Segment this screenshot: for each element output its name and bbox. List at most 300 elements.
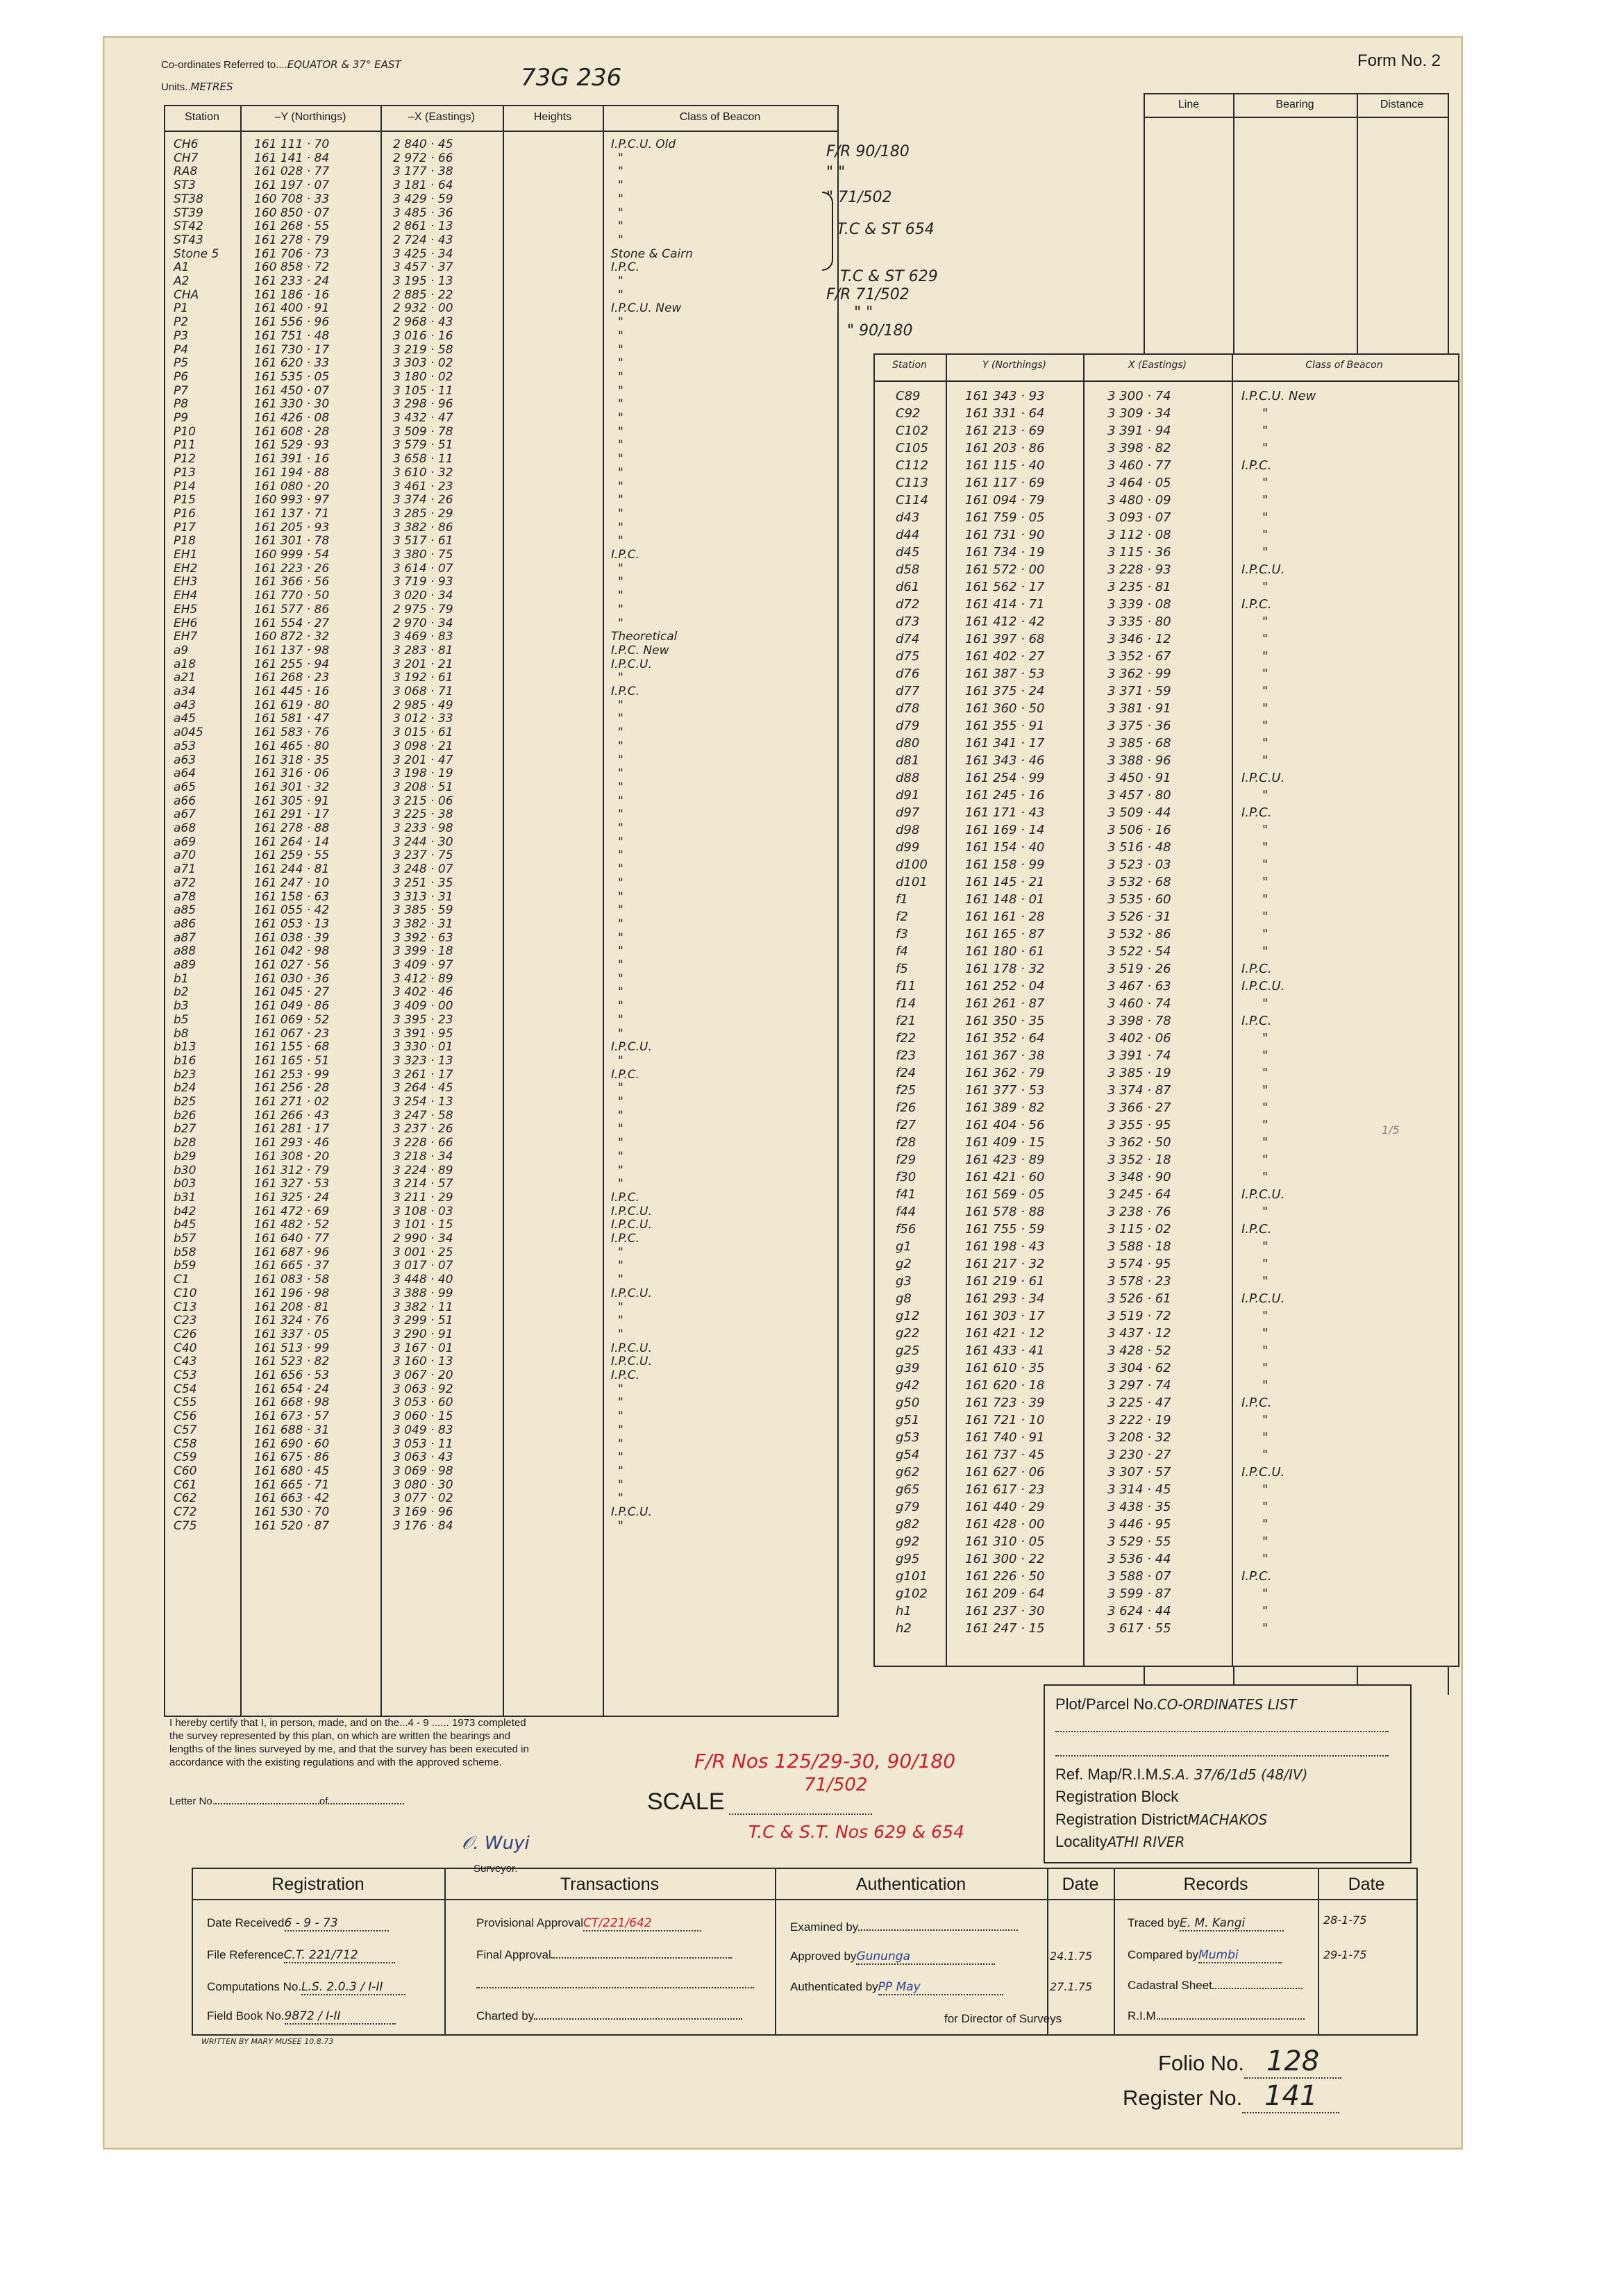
station-cell: f3 — [896, 927, 908, 941]
easting-cell: 3 245 · 64 — [1107, 1187, 1171, 1202]
left-col-header: Class of Beacon — [679, 111, 761, 123]
easting-cell: 3 219 · 58 — [393, 342, 453, 357]
easting-cell: 3 300 · 74 — [1107, 389, 1171, 403]
beacon-class-cell: " — [1262, 649, 1269, 664]
cadastral-label: Cadastral Sheet — [1128, 1979, 1212, 1992]
northing-cell: 161 158 · 63 — [254, 889, 330, 904]
northing-cell: 161 030 · 36 — [254, 971, 330, 986]
easting-cell: 3 450 · 91 — [1107, 771, 1171, 785]
beacon-class-cell: " — [1262, 892, 1269, 907]
date-header: Date — [1062, 1875, 1099, 1894]
beacon-class-cell: " — [1262, 1309, 1269, 1323]
records-header: Records — [1183, 1875, 1248, 1894]
northing-cell: 161 731 · 90 — [965, 528, 1045, 542]
easting-cell: 3 218 · 34 — [393, 1149, 453, 1164]
beacon-class-cell: " — [618, 875, 623, 890]
field-book-value: 9872 / I-II — [285, 2009, 396, 2025]
beacon-class-cell: " — [618, 944, 623, 959]
field-book-label: Field Book No. — [207, 2009, 285, 2022]
easting-cell: 3 077 · 02 — [393, 1491, 453, 1506]
easting-cell: 3 388 · 99 — [393, 1286, 453, 1300]
beacon-class-cell: " — [618, 835, 623, 849]
beacon-class-cell: " — [1262, 667, 1269, 681]
northing-cell: 161 083 · 58 — [254, 1273, 330, 1287]
easting-cell: 3 068 · 71 — [393, 685, 453, 698]
station-cell: d73 — [896, 614, 920, 629]
station-cell: b23 — [174, 1067, 196, 1082]
easting-cell: 3 428 · 52 — [1107, 1343, 1171, 1358]
beacon-class-cell: " — [1262, 927, 1269, 941]
northing-cell: 161 255 · 94 — [254, 657, 330, 671]
station-cell: C1 — [174, 1273, 190, 1287]
beacon-class-cell: " — [618, 356, 623, 371]
surveyor-signature: 𝒪. Wuyi — [462, 1833, 530, 1854]
beacon-class-cell: " — [1262, 632, 1269, 646]
easting-cell: 3 610 · 32 — [393, 465, 453, 480]
beacon-class-cell: " — [618, 602, 623, 617]
beacon-class-cell: " — [1262, 545, 1269, 560]
easting-cell: 3 167 · 01 — [393, 1341, 453, 1355]
easting-cell: 3 049 · 83 — [393, 1423, 453, 1437]
northing-cell: 161 421 · 12 — [965, 1326, 1045, 1341]
easting-cell: 3 020 · 34 — [393, 589, 453, 603]
station-cell: d81 — [896, 753, 920, 768]
date-received-value: 6 - 9 - 73 — [285, 1916, 389, 1932]
beacon-class-cell: " — [618, 397, 623, 412]
northing-cell: 161 268 · 55 — [254, 219, 330, 234]
station-cell: b24 — [174, 1081, 196, 1096]
northing-cell: 161 080 · 20 — [254, 479, 330, 494]
station-cell: g2 — [896, 1257, 912, 1271]
easting-cell: 3 517 · 61 — [393, 534, 453, 548]
station-cell: f1 — [896, 892, 908, 907]
beacon-class-cell: " — [618, 1518, 623, 1533]
northing-cell: 161 737 · 45 — [965, 1448, 1045, 1462]
easting-cell: 3 509 · 78 — [393, 424, 453, 439]
northing-cell: 161 194 · 88 — [254, 465, 330, 480]
station-cell: a34 — [174, 685, 196, 698]
beacon-class-cell: " — [1262, 1239, 1269, 1254]
beacon-class-cell: " — [618, 1245, 623, 1259]
northing-cell: 161 154 · 40 — [965, 840, 1045, 855]
beacon-class-cell: " — [618, 862, 623, 877]
northing-cell: 161 770 · 50 — [254, 589, 330, 603]
easting-cell: 3 247 · 58 — [393, 1108, 453, 1123]
northing-cell: 160 872 · 32 — [254, 630, 330, 644]
beacon-class-cell: " — [618, 1108, 623, 1123]
director-label: for Director of Surveys — [944, 2012, 1062, 2025]
northing-cell: 161 217 · 32 — [965, 1257, 1045, 1271]
northing-cell: 161 327 · 53 — [254, 1177, 330, 1191]
easting-cell: 3 108 · 03 — [393, 1204, 453, 1218]
northing-cell: 161 305 · 91 — [254, 794, 330, 808]
beacon-class-cell: " — [618, 1026, 623, 1041]
easting-cell: 2 975 · 79 — [393, 602, 453, 617]
beacon-class-cell: " — [618, 889, 623, 904]
northing-cell: 161 268 · 23 — [254, 671, 330, 685]
beacon-class-cell: " — [618, 151, 623, 165]
easting-cell: 3 457 · 37 — [393, 260, 453, 275]
northing-cell: 161 293 · 46 — [254, 1136, 330, 1150]
station-cell: a18 — [174, 657, 196, 671]
easting-cell: 3 201 · 47 — [393, 753, 453, 767]
northing-cell: 161 391 · 16 — [254, 452, 330, 467]
station-cell: g1 — [896, 1239, 912, 1254]
station-cell: b1 — [174, 971, 189, 986]
beacon-class-cell: " — [618, 712, 623, 726]
easting-cell: 3 112 · 08 — [1107, 528, 1171, 542]
northing-cell: 161 610 · 35 — [965, 1361, 1045, 1375]
beacon-class-cell: I.P.C.U. — [1241, 562, 1285, 577]
northing-cell: 161 740 · 91 — [965, 1430, 1045, 1445]
station-cell: f41 — [896, 1187, 916, 1202]
station-cell: a43 — [174, 698, 196, 712]
beacon-class-cell: " — [618, 589, 623, 603]
easting-cell: 3 399 · 18 — [393, 944, 453, 959]
brace — [822, 192, 833, 271]
ref-map — [1055, 1766, 1307, 1784]
brace-note: T.C & ST 654 — [837, 221, 935, 238]
northing-cell: 161 367 · 38 — [965, 1048, 1045, 1063]
station-cell: h1 — [896, 1604, 912, 1618]
beacon-class-cell: " — [618, 1382, 623, 1396]
northing-cell: 161 535 · 05 — [254, 369, 330, 384]
station-cell: d77 — [896, 684, 920, 698]
compared-label: Compared by — [1128, 1948, 1199, 1961]
northing-cell: 161 572 · 00 — [965, 562, 1045, 577]
station-cell: a87 — [174, 930, 196, 945]
northing-cell: 161 053 · 13 — [254, 916, 330, 931]
easting-cell: 3 460 · 77 — [1107, 458, 1171, 473]
station-cell: f29 — [896, 1153, 916, 1167]
easting-cell: 3 437 · 12 — [1107, 1326, 1171, 1341]
northing-cell: 161 450 · 07 — [254, 383, 330, 398]
beacon-class-cell: " — [1262, 1066, 1269, 1080]
station-cell: a045 — [174, 726, 203, 740]
examined-label: Examined by — [790, 1920, 859, 1934]
northing-cell: 161 723 · 39 — [965, 1396, 1045, 1410]
northing-cell: 161 325 · 24 — [254, 1190, 330, 1205]
station-cell: b42 — [174, 1204, 196, 1218]
northing-cell: 161 673 · 57 — [254, 1409, 330, 1424]
right-col-header: X (Eastings) — [1128, 360, 1187, 371]
northing-cell: 161 158 · 99 — [965, 857, 1045, 872]
easting-cell: 3 063 · 92 — [393, 1382, 453, 1396]
easting-cell: 3 402 · 06 — [1107, 1031, 1171, 1046]
folio-notes — [826, 135, 910, 215]
northing-cell: 161 730 · 17 — [254, 342, 330, 357]
beacon-class-cell: " — [618, 1177, 623, 1191]
beacon-class-cell: I.P.C. — [611, 685, 640, 698]
station-cell: P11 — [174, 438, 196, 453]
scale-label: SCALE — [647, 1788, 725, 1815]
station-cell: b57 — [174, 1232, 196, 1246]
northing-cell: 161 312 · 79 — [254, 1163, 330, 1178]
station-cell: ST43 — [174, 233, 203, 247]
easting-cell: 3 238 · 76 — [1107, 1205, 1171, 1219]
units-ref — [161, 81, 233, 93]
station-cell: C59 — [174, 1450, 197, 1465]
beacon-class-cell: " — [618, 1477, 623, 1492]
easting-cell: 3 617 · 55 — [1107, 1621, 1171, 1636]
easting-cell: 3 290 · 91 — [393, 1327, 453, 1341]
transactions-header: Transactions — [560, 1875, 660, 1894]
northing-cell: 161 233 · 24 — [254, 274, 330, 288]
northing-cell: 161 137 · 71 — [254, 506, 330, 521]
folio-note: F/R 90/180 — [826, 143, 910, 160]
easting-cell: 3 192 · 61 — [393, 671, 453, 685]
easting-cell: 3 485 · 36 — [393, 206, 453, 220]
traced-date: 28-1-75 — [1323, 1913, 1367, 1927]
station-cell: C40 — [174, 1341, 197, 1355]
northing-cell: 161 186 · 16 — [254, 287, 330, 302]
file-ref-label: File Reference — [207, 1948, 284, 1961]
charted-label: Charted by — [476, 2009, 535, 2022]
beacon-class-cell: " — [1262, 1135, 1269, 1150]
easting-cell: 3 160 · 13 — [393, 1355, 453, 1369]
easting-cell: 3 248 · 07 — [393, 862, 453, 877]
northing-cell: 161 404 · 56 — [965, 1118, 1045, 1132]
station-cell: b25 — [174, 1095, 196, 1109]
station-cell: f24 — [896, 1066, 916, 1080]
easting-cell: 3 313 · 31 — [393, 889, 453, 904]
easting-cell: 3 446 · 95 — [1107, 1517, 1171, 1532]
easting-cell: 3 460 · 74 — [1107, 996, 1171, 1011]
northing-cell: 161 341 · 17 — [965, 736, 1045, 751]
station-cell: g25 — [896, 1343, 920, 1358]
easting-cell: 3 388 · 96 — [1107, 753, 1171, 768]
beacon-class-cell: " — [618, 1095, 623, 1109]
beacon-class-cell: " — [618, 1491, 623, 1506]
beacon-class-cell: " — [618, 1396, 623, 1410]
northing-cell: 161 266 · 43 — [254, 1108, 330, 1123]
beacon-class-cell: I.P.C. — [1241, 597, 1272, 612]
easting-cell: 3 330 · 01 — [393, 1040, 453, 1055]
refmap-value: S.A. 37/6/1d5 (48/IV) — [1162, 1766, 1308, 1783]
northing-cell: 161 301 · 32 — [254, 780, 330, 794]
beacon-class-cell: I.P.C. — [611, 1190, 640, 1205]
easting-cell: 3 115 · 36 — [1107, 545, 1171, 560]
northing-cell: 161 219 · 61 — [965, 1274, 1045, 1289]
northing-cell: 161 578 · 88 — [965, 1205, 1045, 1219]
beacon-class-cell: " — [618, 1259, 623, 1273]
easting-cell: 3 374 · 87 — [1107, 1083, 1171, 1098]
letter-label: Letter No. — [169, 1795, 215, 1807]
station-cell: d97 — [896, 805, 920, 820]
authenticated-label: Authenticated by — [790, 1980, 878, 1993]
station-cell: a89 — [174, 958, 196, 972]
beacon-class-cell: " — [618, 315, 623, 330]
computations — [207, 1980, 405, 1995]
beacon-class-cell: I.P.C.U. — [611, 1040, 652, 1055]
easting-cell: 2 861 · 13 — [393, 219, 453, 234]
station-cell: g12 — [896, 1309, 920, 1323]
station-cell: P15 — [174, 493, 196, 508]
easting-cell: 3 177 · 38 — [393, 165, 453, 179]
easting-cell: 3 382 · 31 — [393, 916, 453, 931]
northing-cell: 161 554 · 27 — [254, 616, 330, 630]
station-cell: d80 — [896, 736, 920, 751]
examined-by — [790, 1920, 1018, 1934]
surveyor-label: Surveyor. — [474, 1863, 518, 1875]
beacon-class-cell: " — [618, 753, 623, 767]
station-cell: C26 — [174, 1327, 197, 1341]
station-cell: P12 — [174, 452, 196, 467]
station-cell: EH3 — [174, 575, 198, 589]
northing-cell: 161 247 · 10 — [254, 875, 330, 890]
beacon-class-cell: " — [618, 328, 623, 343]
northing-cell: 160 708 · 33 — [254, 192, 330, 206]
easting-cell: 3 314 · 45 — [1107, 1482, 1171, 1497]
beacon-class-cell: " — [1262, 1153, 1269, 1167]
station-cell: ST3 — [174, 178, 196, 193]
easting-cell: 3 574 · 95 — [1107, 1257, 1171, 1271]
station-cell: h2 — [896, 1621, 912, 1636]
station-cell: C113 — [896, 476, 928, 490]
northing-cell: 161 665 · 71 — [254, 1477, 330, 1492]
northing-cell: 161 426 · 08 — [254, 411, 330, 425]
beacon-class-cell: " — [1262, 788, 1269, 803]
station-cell: a72 — [174, 875, 196, 890]
station-cell: b03 — [174, 1177, 196, 1191]
easting-cell: 3 181 · 64 — [393, 178, 453, 193]
station-cell: d61 — [896, 580, 920, 594]
northing-cell: 161 213 · 69 — [965, 424, 1045, 438]
easting-cell: 3 614 · 07 — [393, 561, 453, 576]
northing-cell: 161 148 · 01 — [965, 892, 1045, 907]
margin-note: 1/5 — [1382, 1123, 1400, 1137]
easting-cell: 3 438 · 35 — [1107, 1500, 1171, 1514]
station-cell: a88 — [174, 944, 196, 959]
beacon-class-cell: " — [618, 985, 623, 1000]
station-cell: d75 — [896, 649, 920, 664]
northing-cell: 161 654 · 24 — [254, 1382, 330, 1396]
station-cell: a65 — [174, 780, 196, 794]
beacon-class-cell: I.P.C. New — [611, 643, 669, 657]
easting-cell: 3 464 · 05 — [1107, 476, 1171, 490]
beacon-class-cell: " — [618, 739, 623, 753]
easting-cell: 3 060 · 15 — [393, 1409, 453, 1424]
northing-cell: 161 247 · 15 — [965, 1621, 1045, 1636]
northing-cell: 161 180 · 61 — [965, 944, 1045, 959]
written-by: WRITTEN BY MARY MUSEE 10.8.73 — [201, 2037, 334, 2046]
provisional-value: CT/221/642 — [583, 1916, 701, 1932]
easting-cell: 3 261 · 17 — [393, 1067, 453, 1082]
northing-cell: 161 400 · 91 — [254, 301, 330, 316]
station-cell: g39 — [896, 1361, 920, 1375]
northing-cell: 161 042 · 98 — [254, 944, 330, 959]
beacon-class-cell: " — [618, 766, 623, 781]
beacon-class-cell: " — [1262, 424, 1269, 438]
northing-cell: 161 244 · 81 — [254, 862, 330, 877]
northing-cell: 161 155 · 68 — [254, 1040, 330, 1055]
station-cell: f44 — [896, 1205, 916, 1219]
easting-cell: 3 432 · 47 — [393, 411, 453, 425]
station-cell: d100 — [896, 857, 928, 872]
northing-cell: 161 577 · 86 — [254, 602, 330, 617]
beacon-class-cell: " — [618, 534, 623, 548]
station-cell: A1 — [174, 260, 190, 275]
beacon-class-cell: " — [618, 1327, 623, 1341]
easting-cell: 3 402 · 46 — [393, 985, 453, 1000]
beacon-class-cell: " — [618, 165, 623, 179]
easting-cell: 3 535 · 60 — [1107, 892, 1171, 907]
final-label: Final Approval — [476, 1948, 551, 1961]
easting-cell: 3 371 · 59 — [1107, 684, 1171, 698]
beacon-class-cell: " — [1262, 719, 1269, 733]
northing-cell: 161 252 · 04 — [965, 979, 1045, 994]
beacon-class-cell: " — [618, 424, 623, 439]
station-cell: C105 — [896, 441, 928, 455]
station-cell: P8 — [174, 397, 189, 412]
station-cell: f14 — [896, 996, 916, 1011]
northing-cell: 161 608 · 28 — [254, 424, 330, 439]
station-cell: g22 — [896, 1326, 920, 1341]
red-folio-note-2: 71/502 — [804, 1775, 868, 1795]
northing-cell: 161 281 · 17 — [254, 1122, 330, 1137]
beacon-class-cell: " — [1262, 1100, 1269, 1115]
northing-cell: 161 205 · 93 — [254, 520, 330, 535]
station-cell: C112 — [896, 458, 928, 473]
beacon-class-cell: " — [618, 1300, 623, 1314]
beacon-class-cell: " — [1262, 1413, 1269, 1427]
beacon-class-cell: " — [1262, 614, 1269, 629]
beacon-class-cell: " — [618, 1122, 623, 1137]
station-cell: b2 — [174, 985, 189, 1000]
northing-cell: 161 617 · 23 — [965, 1482, 1045, 1497]
northing-cell: 161 038 · 39 — [254, 930, 330, 945]
easting-cell: 3 063 · 43 — [393, 1450, 453, 1465]
beacon-class-cell: " — [618, 726, 623, 740]
northing-cell: 160 858 · 72 — [254, 260, 330, 275]
easting-cell: 3 176 · 84 — [393, 1518, 453, 1533]
beacon-class-cell: " — [618, 848, 623, 863]
station-cell: C53 — [174, 1368, 197, 1382]
easting-cell: 3 469 · 83 — [393, 630, 453, 644]
northing-cell: 161 165 · 87 — [965, 927, 1045, 941]
beacon-class-cell: " — [618, 1464, 623, 1478]
rim — [1128, 2009, 1305, 2023]
coordinates-ref — [161, 58, 401, 71]
station-cell: b45 — [174, 1218, 196, 1232]
easting-cell: 3 339 · 08 — [1107, 597, 1171, 612]
beacon-class-cell: " — [1262, 1586, 1269, 1601]
station-cell: ST39 — [174, 206, 203, 220]
computations-label: Computations No. — [207, 1980, 302, 1993]
northing-cell: 161 316 · 06 — [254, 766, 330, 781]
easting-cell: 2 985 · 49 — [393, 698, 453, 712]
station-cell: b26 — [174, 1108, 196, 1123]
beacon-class-cell: " — [1262, 528, 1269, 542]
station-cell: d99 — [896, 840, 920, 855]
northing-cell: 161 259 · 55 — [254, 848, 330, 863]
easting-cell: 2 968 · 43 — [393, 315, 453, 330]
beacon-class-cell: " — [618, 903, 623, 918]
station-cell: EH7 — [174, 630, 198, 644]
station-cell: Stone 5 — [174, 246, 219, 261]
beacon-class-cell: " — [1262, 753, 1269, 768]
beacon-class-cell: " — [618, 520, 623, 535]
northing-cell: 161 330 · 30 — [254, 397, 330, 412]
northing-cell: 161 440 · 29 — [965, 1500, 1045, 1514]
beacon-class-cell: " — [618, 1409, 623, 1424]
northing-cell: 161 581 · 47 — [254, 712, 330, 726]
easting-cell: 3 297 · 74 — [1107, 1378, 1171, 1393]
easting-cell: 3 053 · 60 — [393, 1396, 453, 1410]
beacon-class-cell: " — [1262, 1205, 1269, 1219]
northing-cell: 161 278 · 88 — [254, 821, 330, 835]
beacon-class-cell: I.P.C.U. — [611, 1341, 652, 1355]
